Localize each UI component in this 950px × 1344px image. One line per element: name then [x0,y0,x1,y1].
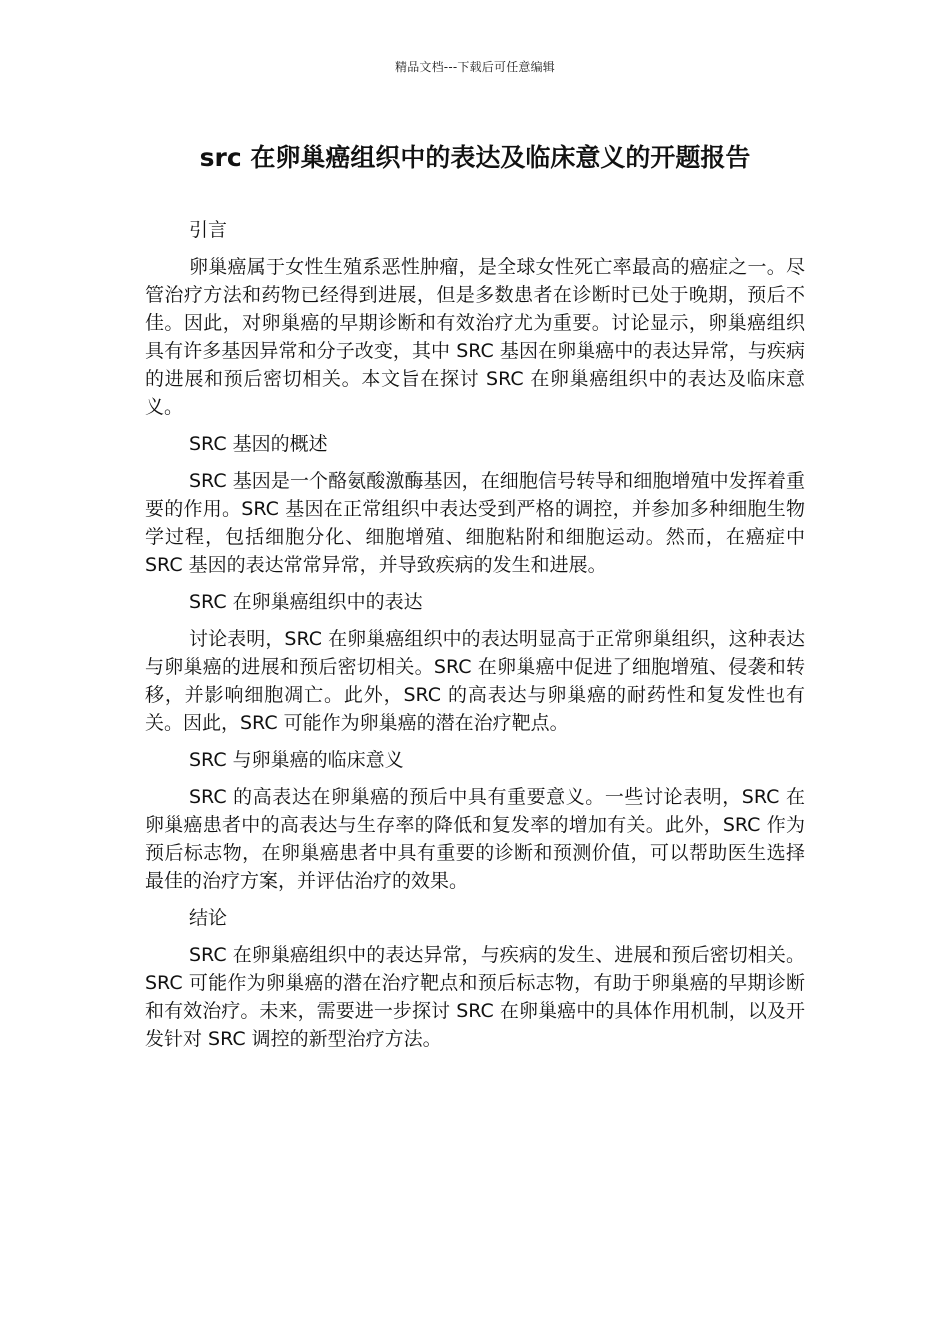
section-heading-intro: 引言 [189,219,228,241]
section-heading-clinical-significance: SRC 与卵巢癌的临床意义 [189,749,404,771]
section-paragraph-src-overview: SRC 基因是一个酪氨酸激酶基因，在细胞信号转导和细胞增殖中发挥着重要的作用。SRC 基因在正常组织中表达受到严格的调控，并参加多种细胞生物学过程，包括细胞分化、细胞增殖、细胞粘附和细胞运动。然而，在癌症中 SRC 基因的表达常常异常，并导致疾病的发生和进展。 [145,470,805,576]
section-paragraph-conclusion: SRC 在卵巢癌组织中的表达异常，与疾病的发生、进展和预后密切相关。SRC 可能作为卵巢癌的潜在治疗靶点和预后标志物，有助于卵巢癌的早期诊断和有效治疗。未来，需要进一步探讨 SRC 在卵巢癌中的具体作用机制，以及开发针对 SRC 调控的新型治疗方法。 [145,944,805,1050]
section-paragraph-intro: 卵巢癌属于女性生殖系恶性肿瘤，是全球女性死亡率最高的癌症之一。尽管治疗方法和药物已经得到进展，但是多数患者在诊断时已处于晚期，预后不佳。因此，对卵巢癌的早期诊断和有效治疗尤为重要。讨论显示，卵巢癌组织具有许多基因异常和分子改变，其中 SRC 基因在卵巢癌中的表达异常，与疾病的进展和预后密切相关。本文旨在探讨 SRC 在卵巢癌组织中的表达及临床意义。 [145,256,805,418]
document-body [145,216,805,1062]
section-heading-src-expression: SRC 在卵巢癌组织中的表达 [189,591,423,613]
section-paragraph-src-expression: 讨论表明，SRC 在卵巢癌组织中的表达明显高于正常卵巢组织，这种表达与卵巢癌的进展和预后密切相关。SRC 在卵巢癌中促进了细胞增殖、侵袭和转移，并影响细胞凋亡。此外，SRC 的高表达与卵巢癌的耐药性和复发性也有关。因此，SRC 可能作为卵巢癌的潜在治疗靶点。 [145,628,805,734]
section-heading-src-overview: SRC 基因的概述 [189,433,328,455]
header-note: 精品文档---下载后可任意编辑 [395,60,555,74]
document-title: src 在卵巢癌组织中的表达及临床意义的开题报告 [199,143,751,172]
section-heading-conclusion: 结论 [189,907,228,929]
section-paragraph-clinical-significance: SRC 的高表达在卵巢癌的预后中具有重要意义。一些讨论表明，SRC 在卵巢癌患者中的高表达与生存率的降低和复发率的增加有关。此外，SRC 作为预后标志物，在卵巢癌患者中具有重要的诊断和预测价值，可以帮助医生选择最佳的治疗方案，并评估治疗的效果。 [145,786,805,892]
